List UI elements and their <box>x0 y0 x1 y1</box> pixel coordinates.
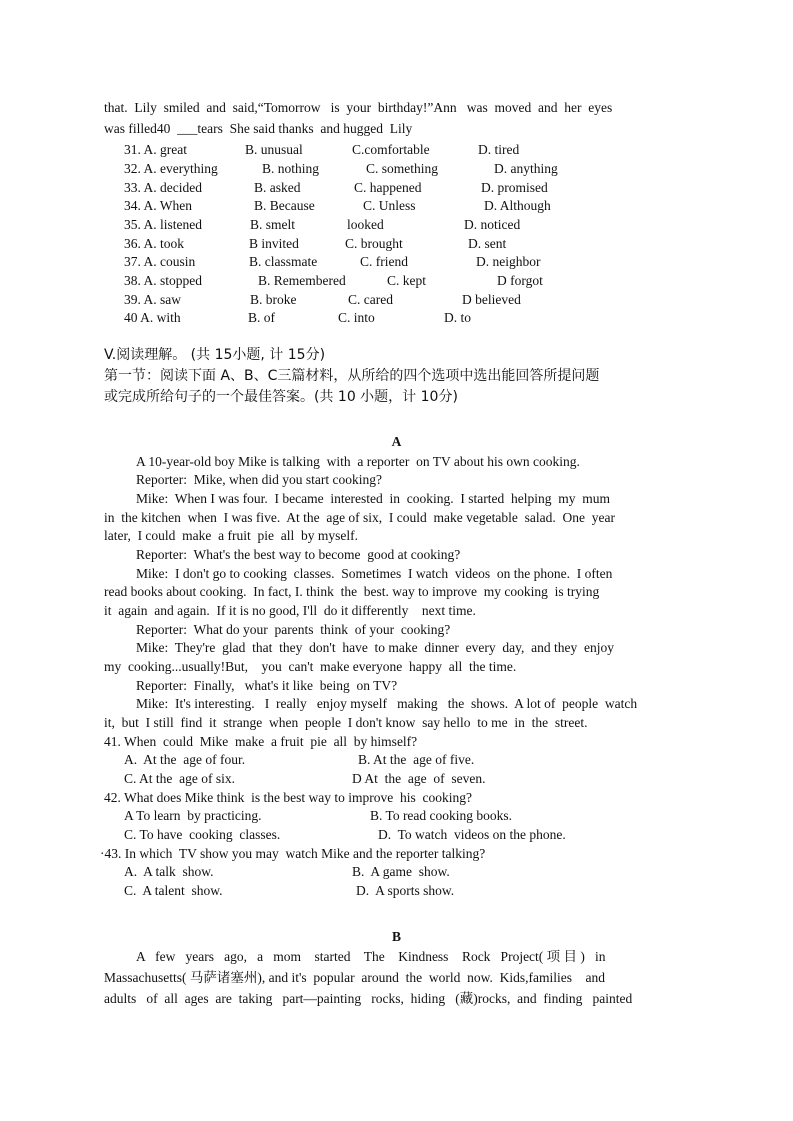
option-36-c: C. brought <box>345 236 403 251</box>
option-32-c: C. something <box>366 161 439 176</box>
question-41-option-c: C. At the age of six. <box>124 771 235 786</box>
option-37-c: C. friend <box>360 254 408 269</box>
option-33-a: 33. A. decided <box>124 180 202 195</box>
passage-a-line: in the kitchen when I was five. At the age of six, I could make vegetable salad. One year <box>104 510 615 525</box>
intro-line-2: was filled40 ___tears She said thanks and hugged Lily <box>104 121 413 136</box>
question-43-option-c: C. A talent show. <box>124 883 223 898</box>
option-37-d: D. neighbor <box>476 254 541 269</box>
option-36-d: D. sent <box>468 236 507 251</box>
option-31-d: D. tired <box>478 142 520 157</box>
section-heading: V.阅读理解。 (共 15小题, 计 15分) <box>104 347 326 363</box>
option-31-c: C.comfortable <box>352 142 430 157</box>
option-35-c: looked <box>347 217 384 232</box>
passage-b-line: Massachusetts( 马萨诸塞州), and it's popular around the world now. Kids,families and <box>104 970 605 985</box>
question-43-option-b: B. A game show. <box>352 864 450 879</box>
question-41: 41. When could Mike make a fruit pie all by himself? <box>104 734 418 749</box>
passage-a-line: Reporter: Mike, when did you start cooking? <box>136 472 382 487</box>
option-39-a: 39. A. saw <box>124 292 181 307</box>
passage-a-line: it, but I still find it strange when people I don't know say hello to me in the street. <box>104 715 588 730</box>
passage-b-line: A few years ago, a mom started The Kindness Rock Project( 项 目 ) in <box>136 949 606 964</box>
passage-a-line: Mike: They're glad that they don't have to make dinner every day, and they enjoy <box>136 640 614 655</box>
question-42-option-a: A To learn by practicing. <box>124 808 262 823</box>
question-43-option-d: D. A sports show. <box>356 883 455 898</box>
option-33-c: C. happened <box>354 180 422 195</box>
option-33-d: D. promised <box>481 180 548 195</box>
option-37-b: B. classmate <box>249 254 318 269</box>
option-35-a: 35. A. listened <box>124 217 202 232</box>
option-31-a: 31. A. great <box>124 142 187 157</box>
option-36-b: B invited <box>249 236 299 251</box>
question-43-option-a: A. A talk show. <box>124 864 214 879</box>
option-38-d: D forgot <box>497 273 543 288</box>
option-31-b: B. unusual <box>245 142 303 157</box>
option-36-a: 36. A. took <box>124 236 185 251</box>
question-42: 42. What does Mike think is the best way to improve his cooking? <box>104 790 472 805</box>
passage-a-line: Mike: When I was four. I became interested in cooking. I started helping my mum <box>136 491 611 506</box>
passage-b-line: adults of all ages are taking part—painting rocks, hiding (藏)rocks, and finding painted <box>104 991 633 1006</box>
intro-line-1: that. Lily smiled and said,“Tomorrow is your birthday!”Ann was moved and her eyes <box>104 100 613 115</box>
section-instruction-2: 或完成所给句子的一个最佳答案。(共 10 小题，计 10分) <box>104 389 458 405</box>
option-32-d: D. anything <box>494 161 558 176</box>
option-35-b: B. smelt <box>250 217 296 232</box>
passage-a-line: Reporter: What's the best way to become good at cooking? <box>136 547 461 562</box>
option-34-c: C. Unless <box>363 198 416 213</box>
question-41-option-b: B. At the age of five. <box>358 752 475 767</box>
option-38-c: C. kept <box>387 273 426 288</box>
passage-a-line: Reporter: Finally, what's it like being on TV? <box>136 678 398 693</box>
option-39-b: B. broke <box>250 292 297 307</box>
passage-a-line: my cooking...usually!But, you can't make everyone happy all the time. <box>104 659 517 674</box>
question-41-option-d: D At the age of seven. <box>352 771 486 786</box>
passage-a-line: read books about cooking. In fact, I. think the best. way to improve my cooking is trying <box>104 584 600 599</box>
question-43: ·43. In which TV show you may watch Mike and the reporter talking? <box>100 846 486 861</box>
option-32-b: B. nothing <box>262 161 320 176</box>
option-34-a: 34. A. When <box>124 198 192 213</box>
question-42-option-b: B. To read cooking books. <box>370 808 513 823</box>
option-35-d: D. noticed <box>464 217 521 232</box>
passage-a-line: A 10-year-old boy Mike is talking with a reporter on TV about his own cooking. <box>136 454 580 469</box>
passage-a-line: Mike: It's interesting. I really enjoy myself making the shows. A lot of people watch <box>136 696 638 711</box>
option-40-a: 40 A. with <box>124 310 181 325</box>
option-34-d: D. Although <box>484 198 551 213</box>
option-39-d: D believed <box>462 292 521 307</box>
option-40-c: C. into <box>338 310 375 325</box>
passage-a-line: later, I could make a fruit pie all by myself. <box>104 528 359 543</box>
question-42-option-c: C. To have cooking classes. <box>124 827 281 842</box>
option-38-a: 38. A. stopped <box>124 273 203 288</box>
passage-a-title: A <box>391 434 402 449</box>
option-33-b: B. asked <box>254 180 301 195</box>
option-40-d: D. to <box>444 310 471 325</box>
question-42-option-d: D. To watch videos on the phone. <box>378 827 566 842</box>
option-37-a: 37. A. cousin <box>124 254 196 269</box>
option-34-b: B. Because <box>254 198 315 213</box>
passage-b-title: B <box>391 929 401 944</box>
section-instruction-1: 第一节：阅读下面 A、B、C三篇材料，从所给的四个选项中选出能回答所提问题 <box>104 368 600 384</box>
question-41-option-a: A. At the age of four. <box>124 752 246 767</box>
option-32-a: 32. A. everything <box>124 161 218 176</box>
option-38-b: B. Remembered <box>258 273 346 288</box>
passage-a-line: Mike: I don't go to cooking classes. Sometimes I watch videos on the phone. I often <box>136 566 613 581</box>
passage-a-line: Reporter: What do your parents think of your cooking? <box>136 622 451 637</box>
passage-a-line: it again and again. If it is no good, I'll do it differently next time. <box>104 603 476 618</box>
option-40-b: B. of <box>248 310 275 325</box>
option-39-c: C. cared <box>348 292 393 307</box>
